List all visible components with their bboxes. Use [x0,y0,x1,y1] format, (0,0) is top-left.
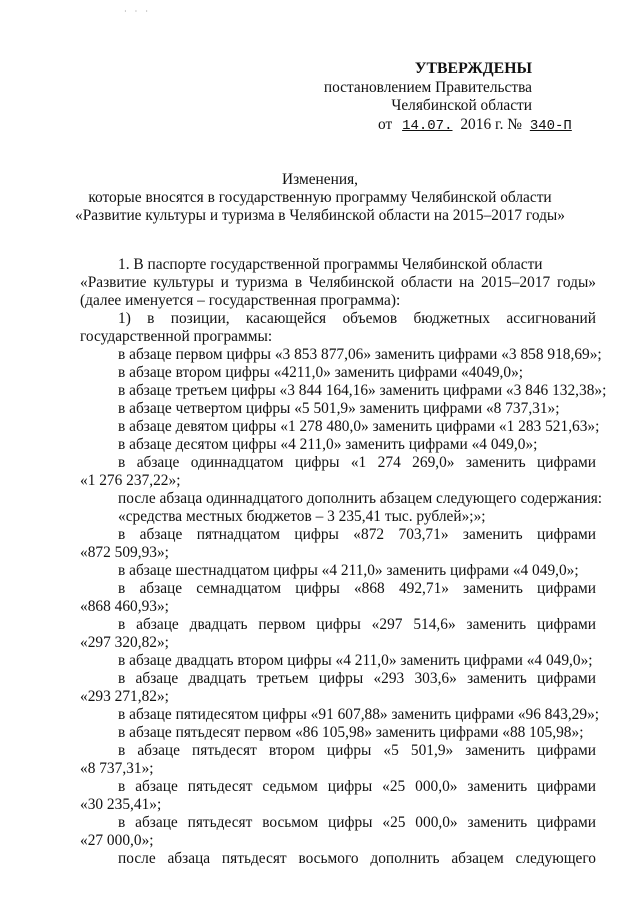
body-line: в абзаце одиннадцатом цифры «1 274 269,0» заменить цифрами [118,454,596,471]
body-line: в абзаце десятом цифры «4 211,0» заменить цифрами «4 049,0»; [118,436,538,453]
body-line: «1 276 237,22»; [80,472,181,489]
body-line: в абзаце двадцать втором цифры «4 211,0» заменить цифрами «4 049,0»; [118,652,593,669]
approval-date-line [378,116,572,135]
body-line: «293 271,82»; [80,688,169,705]
body-line: в абзаце третьем цифры «3 844 164,16» заменить цифрами «3 846 132,38»; [118,382,607,399]
body-line: в абзаце первом цифры «3 853 877,06» заменить цифрами «3 858 918,69»; [118,346,602,363]
approval-title: УТВЕРЖДЕНЫ [414,60,532,77]
body-line: в абзаце втором цифры «4211,0» заменить цифрами «4049,0»; [118,364,524,381]
date-day: 14.07. [402,118,453,134]
body-line: в абзаце четвертом цифры «5 501,9» заменить цифрами «8 737,31»; [118,400,560,417]
heading-line-2: которые вносятся в государственную программу Челябинской области [88,189,552,206]
date-year: 2016 г. № [460,116,522,133]
body-line: в абзаце шестнадцатом цифры «4 211,0» заменить цифрами «4 049,0»; [118,562,579,579]
body-line: «Развитие культуры и туризма в Челябинской области на 2015–2017 годы» [80,274,596,291]
body-line: после абзаца пятьдесят восьмого дополнить абзацем следующего [118,850,596,867]
body-line: 1. В паспорте государственной программы Челябинской области [118,256,543,273]
body-line: в абзаце семнадцатом цифры «868 492,71» заменить цифрами [118,580,596,597]
body-line: «27 000,0»; [80,832,154,849]
approval-line-1: постановлением Правительства [323,79,532,96]
body-line: «297 320,82»; [80,634,169,651]
body-line: 1) в позиции, касающейся объемов бюджетных ассигнований [118,310,596,327]
body-line: в абзаце пятнадцатом цифры «872 703,71» заменить цифрами [118,526,596,543]
body-line: государственной программы: [80,328,273,345]
body-line: «средства местных бюджетов – 3 235,41 тыс. рублей»;»; [118,508,486,525]
heading-line-1: Изменения, [281,171,358,188]
body-line: в абзаце пятьдесят первом «86 105,98» заменить цифрами «88 105,98»; [118,724,584,741]
approval-line-2: Челябинской области [391,97,532,114]
body-line: «872 509,93»; [80,544,169,561]
body-line: в абзаце пятьдесят восьмом цифры «25 000,0» заменить цифрами [118,814,596,831]
scan-mark: · · · [124,7,151,16]
heading-line-3: «Развитие культуры и туризма в Челябинской области на 2015–2017 годы» [75,207,565,224]
body-line: в абзаце двадцать третьем цифры «293 303,6» заменить цифрами [118,670,596,687]
body-line: (далее именуется – государственная программа): [80,292,401,309]
body-line: «30 235,41»; [80,796,162,813]
body-line: в абзаце девятом цифры «1 278 480,0» заменить цифрами «1 283 521,63»; [118,418,600,435]
body-line: в абзаце пятьдесят седьмом цифры «25 000,0» заменить цифрами [118,778,596,795]
date-prefix: от [378,116,393,133]
body-line: в абзаце пятидесятом цифры «91 607,88» заменить цифрами «96 843,29»; [118,706,600,723]
body-line: «8 737,31»; [80,760,154,777]
body-line: в абзаце пятьдесят втором цифры «5 501,9» заменить цифрами [118,742,596,759]
document-number: 340-П [529,118,572,134]
body-line: в абзаце двадцать первом цифры «297 514,6» заменить цифрами [118,616,596,633]
body-line: после абзаца одиннадцатого дополнить абзацем следующего содержания: [118,490,603,507]
body-line: «868 460,93»; [80,598,169,615]
